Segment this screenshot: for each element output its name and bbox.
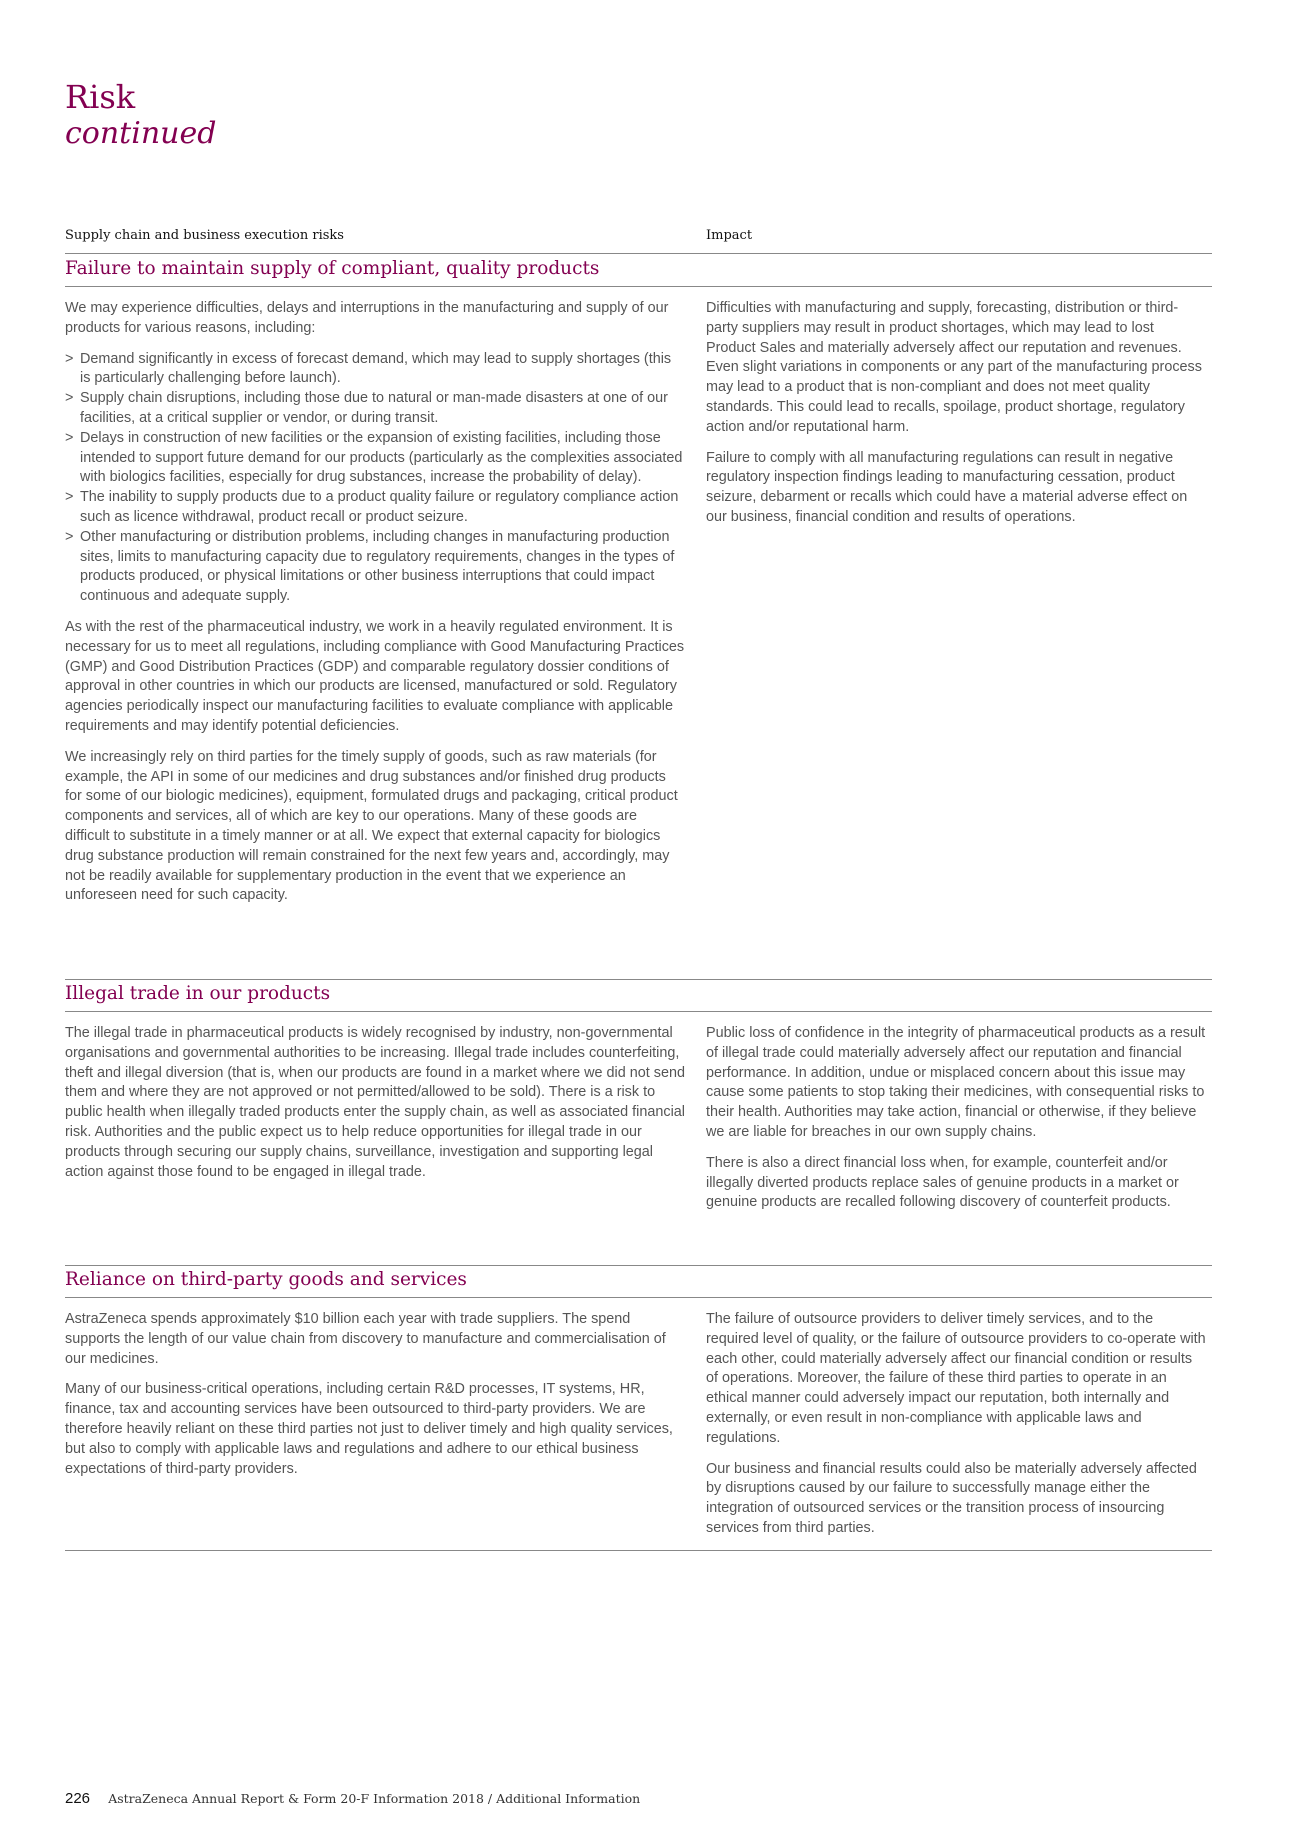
section-third-party-impact-text bbox=[706, 1310, 1206, 1550]
paragraph: As with the rest of the pharmaceutical industry, we work in a heavily regulated environment. It is necessary for us to meet all regulations, including compliance with Good Manufacturing Practices (GMP) and Good Distribution Practices (GDP) and comparable regulatory dossier conditions of approval in other countries in which our products are licensed, manufactured or sold. Regulatory agencies periodically inspect our manufacturing facilities to evaluate compliance with applicable requirements and may identify potential deficiencies. bbox=[65, 618, 685, 734]
chevron-right-icon: > bbox=[65, 390, 74, 407]
paragraph: Failure to comply with all manufacturing regulations can result in negative regulatory inspection findings leading to manufacturing cessation, product seizure, debarment or recalls which could have a material adverse effect on our business, financial condition and results of operations. bbox=[706, 449, 1188, 525]
footer-reference: AstraZeneca Annual Report & Form 20-F Information 2018 / Additional Information bbox=[108, 1791, 641, 1806]
section-third-party-risk-text bbox=[65, 1310, 685, 1490]
page-subtitle: continued bbox=[65, 116, 217, 151]
paragraph: We may experience difficulties, delays and interruptions in the manufacturing and supply of our products for various reasons, including: bbox=[65, 300, 669, 336]
section-supply-impact-text bbox=[706, 299, 1206, 539]
section-title-illegal-trade: Illegal trade in our products bbox=[65, 983, 331, 1004]
paragraph: Difficulties with manufacturing and supply, forecasting, distribution or third-party suppliers may result in product shortages, which may lead to lost Product Sales and materially adversely affect our reputation and revenues. Even slight variations in components or any part of the manufacturing process may lead to a product that is non-compliant and does not meet quality standards. This could lead to recalls, spoilage, product shortage, regulatory action and/or reputational harm. bbox=[706, 300, 1202, 435]
divider bbox=[65, 1550, 1212, 1551]
list-item: > Supply chain disruptions, including those due to natural or man-made disasters at one of our facilities, at a critical supplier or vendor, or during transit. bbox=[65, 390, 668, 426]
chevron-right-icon: > bbox=[65, 429, 74, 446]
section-illegal-trade-impact-text bbox=[706, 1024, 1206, 1224]
chevron-right-icon: > bbox=[65, 528, 74, 545]
list-item: > The inability to supply products due to a product quality failure or regulatory compliance action such as licence withdrawal, product recall or product seizure. bbox=[65, 489, 679, 525]
page-footer bbox=[65, 1790, 640, 1807]
page-heading bbox=[65, 78, 216, 152]
paragraph: We increasingly rely on third parties for the timely supply of goods, such as raw materials (for example, the API in some of our medicines and drug substances and/or finished drug products for some of our biologic medicines), equipment, formulated drugs and packaging, critical product components and services, all of which are key to our operations. Many of these goods are difficult to substitute in a timely manner or at all. We expect that external capacity for biologics drug substance production will remain constrained for the next few years and, accordingly, may not be readily available for supplementary production in the event that we experience an unforeseen need for such capacity. bbox=[65, 748, 678, 904]
paragraph: There is also a direct financial loss when, for example, counterfeit and/or illegally diverted products replace sales of genuine products in a market or genuine products are recalled following discovery of counterfeit products. bbox=[706, 1154, 1179, 1211]
column-header-impact: Impact bbox=[706, 228, 753, 243]
list-item: > Demand significantly in excess of forecast demand, which may lead to supply shortages (this is particularly challenging before launch). bbox=[65, 350, 672, 387]
paragraph: The failure of outsource providers to deliver timely services, and to the required level of quality, or the failure of outsource providers to co-operate with each other, could materially adversely affect our financial condition or results of operations. Moreover, the failure of these third parties to operate in an ethical manner could adversely impact our reputation, both internally and externally, or even result in non-compliance with applicable laws and regulations. bbox=[706, 1311, 1206, 1446]
divider bbox=[65, 1011, 1212, 1012]
column-header-risks: Supply chain and business execution risks bbox=[65, 228, 344, 243]
paragraph: Many of our business-critical operations, including certain R&D processes, IT systems, HR, finance, tax and accounting services have been outsourced to third-party providers. We are therefore heavily reliant on these third parties not just to deliver timely and high quality services, but also to comply with applicable laws and regulations and adhere to our ethical business expectations of third-party providers. bbox=[65, 1381, 673, 1477]
divider bbox=[65, 979, 1212, 980]
section-title-third-party: Reliance on third-party goods and services bbox=[65, 1269, 467, 1290]
divider bbox=[65, 1265, 1212, 1266]
divider bbox=[65, 286, 1212, 287]
divider bbox=[65, 253, 1212, 254]
chevron-right-icon: > bbox=[65, 489, 74, 506]
divider bbox=[65, 1297, 1212, 1298]
bullet-list bbox=[65, 350, 685, 607]
paragraph: Our business and financial results could also be materially adversely affected by disruptions caused by our failure to successfully manage either the integration of outsourced services or the transition process of insourcing services from third parties. bbox=[706, 1460, 1197, 1536]
column-headers bbox=[65, 228, 1212, 252]
chevron-right-icon: > bbox=[65, 350, 74, 367]
section-supply-risk-text bbox=[65, 299, 685, 917]
section-illegal-trade-risk-text bbox=[65, 1024, 685, 1193]
page-number: 226 bbox=[65, 1790, 91, 1807]
paragraph: AstraZeneca spends approximately $10 billion each year with trade suppliers. The spend supports the length of our value chain from discovery to manufacture and commercialisation of our medicines. bbox=[65, 1311, 666, 1367]
paragraph: Public loss of confidence in the integrity of pharmaceutical products as a result of illegal trade could materially adversely affect our reputation and financial performance. In addition, undue or misplaced concern about this issue may cause some patients to stop taking their medicines, with consequential risks to their health. Authorities may take action, financial or otherwise, if they believe we are liable for breaches in our own supply chains. bbox=[706, 1025, 1206, 1140]
section-title-supply: Failure to maintain supply of compliant, quality products bbox=[65, 258, 600, 279]
list-item: > Delays in construction of new facilities or the expansion of existing facilities, including those intended to support future demand for our products (particularly as the complexities associated with biologics facilities, especially for drug substances, increase the probability of delay). bbox=[65, 429, 683, 486]
list-item: > Other manufacturing or distribution problems, including changes in manufacturing production sites, limits to manufacturing capacity due to regulatory requirements, changes in the types of products produced, or physical limitations or other business interruptions that could impact continuous and adequate supply. bbox=[65, 528, 675, 605]
page-title: Risk bbox=[65, 78, 136, 116]
paragraph: The illegal trade in pharmaceutical products is widely recognised by industry, non-governmental organisations and governmental authorities to be increasing. Illegal trade includes counterfeiting, theft and illegal diversion (that is, when our products are found in a market where we did not send them and where they are not approved or not permitted/allowed to be sold). There is a risk to public health when illegally traded products enter the supply chain, as well as associated financial risk. Authorities and the public expect us to help reduce opportunities for illegal trade in our products through securing our supply chains, surveillance, investigation and supporting legal action against those found to be engaged in illegal trade. bbox=[65, 1025, 685, 1180]
